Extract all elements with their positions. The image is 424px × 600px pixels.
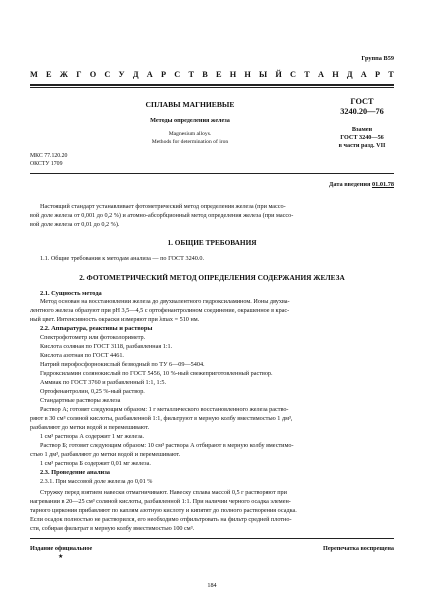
list-item: Аммиак по ГОСТ 3760 и разбавленный 1:1, 1:5. [40, 379, 167, 386]
scope-line: вой доле железа от 0,001 до 0,2 %) и атомно-абсорбционный метод определения железа (при массо- [30, 212, 294, 219]
solution-a-note: 1 см³ раствора А содержит 1 мг железа. [40, 433, 145, 440]
banner-rule-top [30, 84, 394, 86]
footer-reprint: Перепечатка воспрещена [323, 545, 394, 552]
banner-rule-bottom [30, 87, 394, 88]
analysis-line: тарного циркония прибавляют по каплям азотную кислоту и кипятят до полного растворения осадка. [30, 507, 297, 514]
scope-line: Настоящий стандарт устанавливает фотометрический метод определения железа (при массо- [40, 203, 286, 210]
solution-a-line: ряют в 30 см³ соляной кислоты, разбавленной 1:1, фильтруют в мерную колбу вместимостью 1 дм³, [30, 415, 293, 422]
section-2-heading: 2. ФОТОМЕТРИЧЕСКИЙ МЕТОД ОПРЕДЕЛЕНИЯ СОДЕРЖАНИЯ ЖЕЛЕЗА [79, 273, 345, 282]
solution-b-line: стью 1 дм³, разбавляют до метки водой и перемешивают. [30, 451, 181, 458]
analysis-line: Если осадок полностью не растворился, его необходимо отфильтровать на фильтр средней плотно- [30, 516, 292, 523]
list-item: Кислота азотная по ГОСТ 4461. [40, 352, 124, 359]
analysis-line: нагревании в 20—25 см³ соляной кислоты, разбавленной 1:1. При наличии черного осадка элемен- [30, 498, 291, 505]
solution-b-line: Раствор Б; готовят следующим образом: 10 см³ раствора А отбирают в мерную колбу вместимо- [40, 442, 294, 449]
intro-date [329, 181, 394, 188]
group-code: Группа В59 [361, 55, 394, 62]
doc-title-en-1: Magnesium alloys. [168, 131, 212, 137]
page-number: 184 [207, 582, 217, 589]
okstu-code: ОКСТУ 1709 [30, 161, 63, 167]
solution-a-line: разбавляют до метки водой и перемешивают. [30, 424, 150, 431]
list-item: Стандартные растворы железа [40, 397, 121, 404]
section-1-heading: 1. ОБЩИЕ ТРЕБОВАНИЯ [167, 238, 257, 247]
subsection-2-2: 2.2. Аппаратура, реактивы и растворы [40, 325, 153, 332]
gost-instead: Взамен [351, 126, 373, 133]
solution-b-note: 1 см³ раствора Б содержит 0,01 мг железа. [40, 460, 151, 467]
method-line: ный цвет. Интенсивность окраски измеряют при λmax = 510 нм. [30, 316, 200, 323]
solution-a-line: Раствор А; готовят следующим образом: 1 г металлического восстановленного железа раство- [40, 406, 289, 413]
method-line: лентного железа образуют при рН 3,5—4,5 с ортофенантролином соединение, окрашенное в крас- [30, 307, 290, 314]
header-rule [30, 173, 394, 174]
gost-part: в части разд. VII [338, 142, 386, 149]
list-item: Натрий пирофосфорнокислый безводный по ТУ 6—09—5404. [40, 361, 205, 368]
doc-subtitle: Методы определения железа [150, 117, 230, 124]
subsection-2-3: 2.3. Проведение анализа [40, 469, 110, 476]
gost-number: 3240.20—76 [340, 107, 384, 116]
intro-date-label: Дата введения [329, 181, 371, 188]
subsection-2-3-1: 2.3.1. При массовой доле железа до 0,01 % [40, 478, 153, 485]
analysis-line: сти, собирая фильтрат в мерную колбу вместимостью 100 см³. [30, 525, 195, 532]
standard-banner: М Е Ж Г О С У Д А Р С Т В Е Н Н Ы Й С Т А Н Д А Р Т [30, 70, 394, 79]
mks-code: МКС 77.120.20 [30, 153, 68, 159]
method-line: Метод основан на восстановлении железа до двухвалентного гидроксиламином. Ионы двухва- [40, 298, 290, 305]
list-item: Спектрофотометр или фотоколориметр. [40, 334, 146, 341]
gost-old: ГОСТ 3240—56 [340, 134, 384, 141]
subsection-2-1: 2.1. Сущность метода [40, 290, 102, 297]
section-1-text: 1.1. Общие требования к методам анализа — по ГОСТ 3240.0. [40, 255, 205, 262]
star-icon: ★ [58, 554, 64, 560]
doc-title: СПЛАВЫ МАГНИЕВЫЕ [145, 100, 235, 109]
gost-label: ГОСТ [350, 97, 374, 106]
list-item: Кислота соляная по ГОСТ 3118, разбавленная 1:1. [40, 343, 173, 350]
list-item: Ортофенантролин, 0,25 %-ный раствор. [40, 388, 145, 395]
doc-title-en-2: Methods for determination of iron [151, 139, 229, 145]
footer-rule [30, 538, 394, 539]
scope-line: вой доле железа от 0,01 до 0,2 %). [30, 221, 120, 228]
intro-date-value: 01.01.78 [371, 181, 394, 188]
footer-official: Издание официальное [30, 545, 93, 552]
analysis-line: Стружку перед взятием навески отмагничивают. Навеску сплава массой 0,5 г растворяют при [40, 489, 287, 496]
list-item: Гидроксиламин солянокислый по ГОСТ 5456, 10 %-ный свежеприготовленный раствор. [40, 370, 273, 377]
